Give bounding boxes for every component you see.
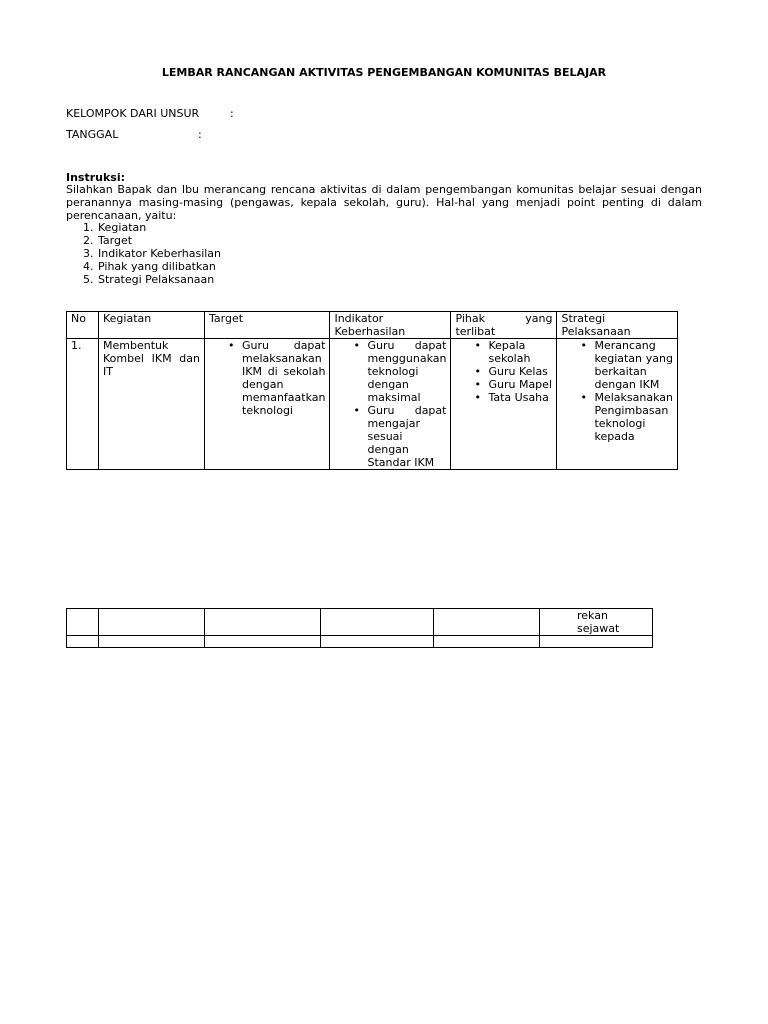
strategi-continuation-text: rekan sejawat	[577, 609, 620, 635]
activity-table-continued	[66, 608, 653, 648]
header-pihak-word1: Pihak	[455, 312, 485, 325]
instructions-paragraph: Silahkan Bapak dan Ibu merancang rencana aktivitas di dalam pengembangan komunitas belajar sesuai dengan peranannya masing-masing (pengawas, kepala sekolah, guru). Hal-hal yang menjadi point penting di dalam perencanaan, yaitu:	[66, 183, 702, 222]
indikator-text: Guru dapat mengajar sesuai dengan Standar IKM	[367, 404, 447, 469]
bullet-icon: •	[580, 339, 587, 352]
list-item	[66, 247, 221, 260]
pihak-text: Kepala sekolah	[488, 339, 531, 365]
list-item	[209, 339, 325, 417]
bullet-icon: •	[353, 404, 360, 417]
instructions-heading: Instruksi:	[66, 171, 126, 184]
strategi-text: Melaksanakan Pengimbasan teknologi kepada	[594, 391, 673, 443]
bullet-icon: •	[228, 339, 235, 352]
field-tanggal-label: TANGGAL	[66, 128, 119, 141]
cell-no: 1.	[67, 339, 99, 470]
header-indikator: Indikator Keberhasilan	[330, 312, 451, 339]
cell-strategi	[540, 636, 653, 648]
list-number: 5.	[83, 273, 94, 286]
cell-target	[205, 339, 330, 470]
list-item	[66, 234, 221, 247]
list-item	[455, 339, 552, 365]
instructions-list	[66, 221, 221, 286]
header-pihak	[451, 312, 557, 339]
bullet-icon: •	[474, 339, 481, 352]
activity-table	[66, 311, 678, 470]
target-text: Guru dapat melaksanakan IKM di sekolah dengan memanfaatkan teknologi	[242, 339, 326, 417]
pihak-text: Guru Mapel	[488, 378, 552, 391]
header-target: Target	[205, 312, 330, 339]
list-number: 3.	[83, 247, 94, 260]
list-number: 1.	[83, 221, 94, 234]
list-item	[66, 221, 221, 234]
cell-kegiatan	[99, 609, 205, 636]
pihak-text: Guru Kelas	[488, 365, 548, 378]
header-pihak-word2: yang	[525, 312, 553, 325]
list-text: Strategi Pelaksanaan	[98, 273, 215, 286]
table-row	[67, 609, 653, 636]
bullet-icon: •	[474, 378, 481, 391]
header-strategi: Strategi Pelaksanaan	[557, 312, 678, 339]
cell-no	[67, 609, 99, 636]
list-text: Target	[98, 234, 133, 247]
header-kegiatan: Kegiatan	[99, 312, 205, 339]
table-row	[67, 339, 678, 470]
bullet-icon: •	[580, 391, 587, 404]
field-kelompok	[66, 107, 199, 120]
list-item	[455, 378, 552, 391]
bullet-icon: •	[474, 391, 481, 404]
header-pihak-word3: terlibat	[455, 325, 496, 338]
cell-pihak	[434, 636, 540, 648]
field-kelompok-colon: :	[230, 107, 234, 120]
cell-strategi	[557, 339, 678, 470]
list-text: Indikator Keberhasilan	[98, 247, 222, 260]
list-text: Kegiatan	[98, 221, 147, 234]
list-item	[66, 260, 221, 273]
list-text: Pihak yang dilibatkan	[98, 260, 216, 273]
list-item	[334, 339, 446, 404]
bullet-icon: •	[474, 365, 481, 378]
cell-indikator	[321, 636, 434, 648]
cell-kegiatan	[99, 636, 205, 648]
list-item	[334, 404, 446, 469]
bullet-icon: •	[353, 339, 360, 352]
cell-strategi	[540, 609, 653, 636]
cell-no	[67, 636, 99, 648]
indikator-text: Guru dapat menggunakan teknologi dengan maksimal	[367, 339, 447, 404]
list-item	[66, 273, 221, 286]
cell-kegiatan: Membentuk Kombel IKM dan IT	[99, 339, 205, 470]
list-item	[561, 339, 673, 391]
table-header-row	[67, 312, 678, 339]
field-kelompok-label: KELOMPOK DARI UNSUR	[66, 107, 200, 120]
cell-pihak	[434, 609, 540, 636]
document-title: LEMBAR RANCANGAN AKTIVITAS PENGEMBANGAN KOMUNITAS BELAJAR	[161, 66, 607, 79]
cell-indikator	[321, 609, 434, 636]
pihak-text: Tata Usaha	[488, 391, 549, 404]
cell-target	[205, 636, 321, 648]
list-number: 4.	[83, 260, 94, 273]
table-row	[67, 636, 653, 648]
cell-target	[205, 609, 321, 636]
cell-pihak	[451, 339, 557, 470]
list-item	[455, 391, 552, 404]
cell-indikator	[330, 339, 451, 470]
header-no: No	[67, 312, 99, 339]
field-tanggal-colon: :	[198, 128, 202, 141]
list-item	[561, 391, 673, 443]
list-item	[455, 365, 552, 378]
strategi-text: Merancang kegiatan yang berkaitan dengan IKM	[594, 339, 673, 391]
field-tanggal	[66, 128, 118, 141]
list-number: 2.	[83, 234, 94, 247]
